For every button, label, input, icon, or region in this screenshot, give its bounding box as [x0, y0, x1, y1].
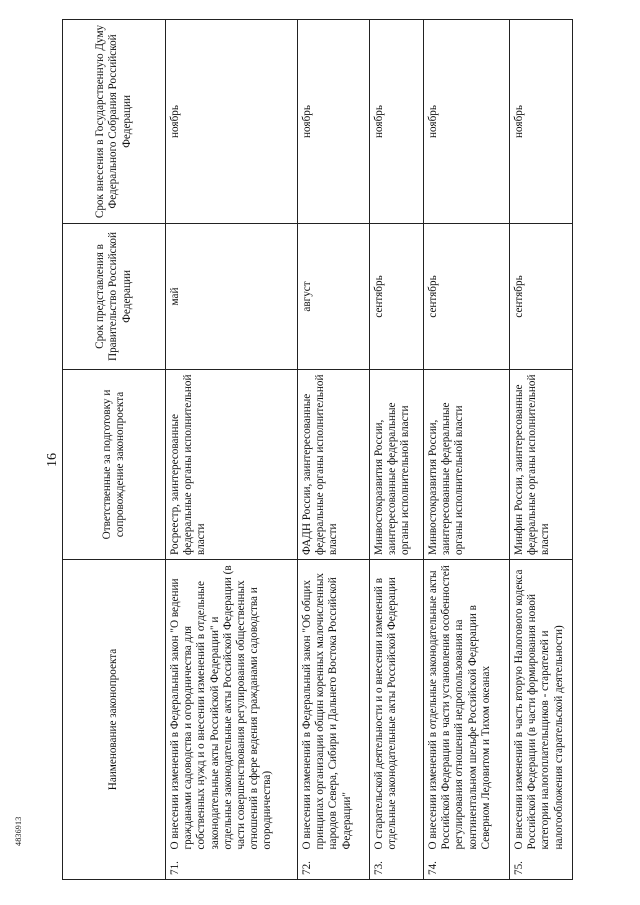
responsible-bodies: Минвостокразвития России, заинтересованные федеральные органы исполнительной власти [424, 369, 510, 559]
duma-deadline: ноябрь [166, 19, 298, 223]
duma-deadline: ноябрь [298, 19, 370, 223]
gov-deadline: сентябрь [510, 223, 573, 369]
bill-name: О внесении изменений в Федеральный закон "Об общих принципах организации общин коренных малочисленных народов Севера, Сибири и Дальнего Востока Российской Федерации" [298, 559, 370, 853]
responsible-bodies: Росреестр, заинтересованные федеральные органы исполнительной власти [166, 369, 298, 559]
gov-deadline: август [298, 223, 370, 369]
bills-table [62, 19, 573, 880]
bill-name: О внесении изменений в часть вторую Налогового кодекса Российской Федерации (в части формирования новой категории налогоплательщиков - старателей и налогообложения старательской деятельности) [510, 559, 573, 853]
table-row [510, 19, 573, 879]
row-number: 74. [424, 854, 510, 880]
responsible-bodies: Минфин России, заинтересованные федеральные органы исполнительной власти [510, 369, 573, 559]
duma-deadline: ноябрь [424, 19, 510, 223]
table-row [166, 19, 298, 879]
row-number: 72. [298, 854, 370, 880]
bill-name: О внесении изменений в отдельные законодательные акты Российской Федерации в части установления особенностей регулирования отношений недропользования на континентальном шельфе Российской Федерации в Северном Ледовитом и Тихом океанах [424, 559, 510, 853]
table-header-row [63, 19, 166, 879]
row-number: 75. [510, 854, 573, 880]
page-number: 16 [45, 453, 60, 467]
gov-deadline: сентябрь [424, 223, 510, 369]
header-name: Наименование законопроекта [63, 559, 166, 879]
gov-deadline: сентябрь [370, 223, 424, 369]
table-row [370, 19, 424, 879]
gov-deadline: май [166, 223, 298, 369]
row-number: 73. [370, 854, 424, 880]
header-responsible: Ответственные за подготовку и сопровождение законопроекта [63, 369, 166, 559]
table-row [424, 19, 510, 879]
header-duma-deadline: Срок внесения в Государственную Думу Федерального Собрания Российской Федерации [63, 19, 166, 223]
header-gov-deadline: Срок представления в Правительство Российской Федерации [63, 223, 166, 369]
table-row [298, 19, 370, 879]
bill-name: О внесении изменений в Федеральный закон "О ведении гражданами садоводства и огородничества для собственных нужд и о внесении изменений в отдельные законодательные акты Российской Федерации" и отдельные законодательные акты Российской Федерации (в части совершенствования регулирования общественных отношений в сфере ведения гражданами садоводства и огородничества) [166, 559, 298, 853]
duma-deadline: ноябрь [370, 19, 424, 223]
rotated-table-container [62, 20, 565, 880]
bill-name: О старательской деятельности и о внесении изменений в отдельные законодательные акты Российской Федерации [370, 559, 424, 853]
responsible-bodies: ФАДН России, заинтересованные федеральные органы исполнительной власти [298, 369, 370, 559]
document-id: 4836913 [14, 816, 23, 846]
duma-deadline: ноябрь [510, 19, 573, 223]
responsible-bodies: Минвостокразвития России, заинтересованные федеральные органы исполнительной власти [370, 369, 424, 559]
row-number: 71. [166, 854, 298, 880]
